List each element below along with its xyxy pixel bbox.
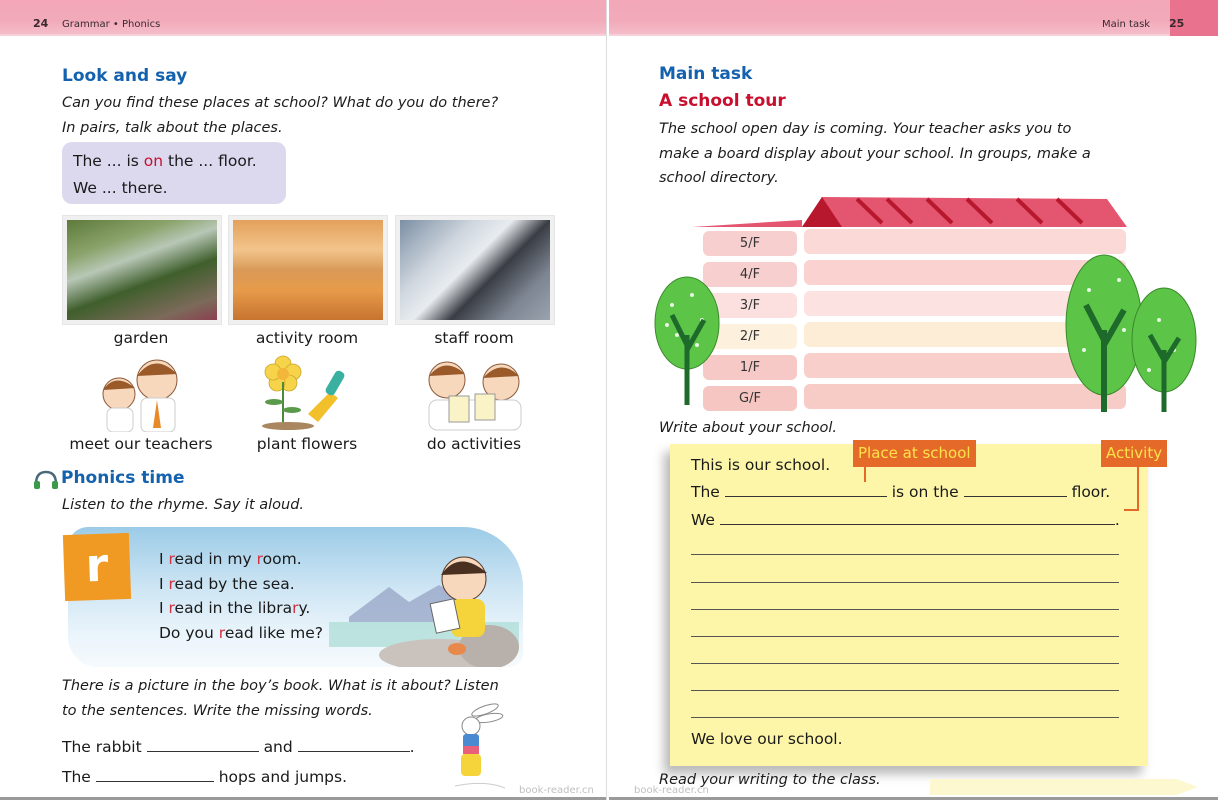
listen-instruction-1: There is a picture in the boy’s book. What is it about? Listen xyxy=(62,678,499,694)
listen-instruction-2: to the sentences. Write the missing words. xyxy=(62,703,373,719)
note-line-3: We . xyxy=(691,511,1120,529)
note-line-1: This is our school. xyxy=(691,456,831,474)
writing-line[interactable] xyxy=(691,636,1119,637)
blank-input[interactable] xyxy=(298,738,410,752)
writing-note xyxy=(670,444,1148,766)
writing-line[interactable] xyxy=(691,663,1119,664)
page-number: 25 xyxy=(1169,17,1185,30)
watermark: book-reader.cn xyxy=(519,785,594,796)
floor-label-5f: 5/F xyxy=(703,231,797,256)
activity-caption: plant flowers xyxy=(256,435,358,453)
read-instruction: Read your writing to the class. xyxy=(659,772,881,788)
page-header-right xyxy=(609,0,1218,36)
school-directory-building xyxy=(652,195,1197,415)
place-blank-input[interactable] xyxy=(725,483,887,497)
writing-line[interactable] xyxy=(691,690,1119,691)
speech-line-2: We ... there. xyxy=(73,179,168,197)
floor-label-4f: 4/F xyxy=(703,262,797,287)
page-header-left xyxy=(0,0,606,36)
blank-input[interactable] xyxy=(96,768,214,782)
footer-tip-strip xyxy=(930,779,1198,795)
floor-label-gf: G/F xyxy=(703,386,797,411)
activity-room-photo xyxy=(228,215,388,325)
place-caption: garden xyxy=(113,329,169,347)
main-task-heading: Main task xyxy=(659,64,753,84)
look-and-say-heading: Look and say xyxy=(62,66,188,86)
place-at-school-tag: Place at school xyxy=(853,440,976,467)
floor-blank-input[interactable] xyxy=(964,483,1067,497)
look-and-say-instruction-2: In pairs, talk about the places. xyxy=(62,120,283,136)
place-caption: staff room xyxy=(434,329,514,347)
look-and-say-instruction-1: Can you find these places at school? What do you do there? xyxy=(62,95,499,111)
activity-caption: meet our teachers xyxy=(69,435,213,453)
section-title: Grammar • Phonics xyxy=(62,19,161,30)
note-line-2: The is on the floor. xyxy=(691,483,1111,501)
floor-label-1f: 1/F xyxy=(703,355,797,380)
left-page xyxy=(0,0,607,800)
tag-pointer xyxy=(1124,509,1139,511)
place-caption: activity room xyxy=(255,329,359,347)
phonics-instruction: Listen to the rhyme. Say it aloud. xyxy=(62,497,305,513)
fill-sentence-1: The rabbit and . xyxy=(62,738,415,756)
rhyme-line: Do you read like me? xyxy=(159,623,323,642)
phonics-letter-tile: r xyxy=(63,533,131,601)
writing-line[interactable] xyxy=(691,554,1119,555)
teachers-cartoon xyxy=(85,352,195,432)
task-instruction-3: school directory. xyxy=(659,170,779,186)
trees-right xyxy=(1064,250,1199,415)
speech-line-1 xyxy=(73,148,275,175)
rhyme-line: I read by the sea. xyxy=(159,574,295,593)
activity-caption: do activities xyxy=(426,435,522,453)
tag-pointer xyxy=(1137,467,1139,511)
phonics-time-heading: Phonics time xyxy=(61,468,185,488)
rhyme-text xyxy=(159,547,323,645)
school-tour-subheading: A school tour xyxy=(659,91,786,111)
writing-line[interactable] xyxy=(691,582,1119,583)
writing-line[interactable] xyxy=(691,717,1119,718)
tag-pointer xyxy=(864,467,866,482)
page-number: 24 xyxy=(33,17,49,30)
headphones-icon[interactable] xyxy=(33,470,59,490)
writing-line[interactable] xyxy=(691,609,1119,610)
staff-room-photo xyxy=(395,215,555,325)
activity-tag: Activity xyxy=(1101,440,1167,467)
watermark: book-reader.cn xyxy=(634,785,709,796)
blank-input[interactable] xyxy=(147,738,259,752)
speech-highlight: on xyxy=(143,152,164,170)
task-instruction-2: make a board display about your school. In groups, make a xyxy=(659,146,1091,162)
speech-text: the ... floor. xyxy=(163,152,257,170)
floor-label-2f: 2/F xyxy=(703,324,797,349)
section-title: Main task xyxy=(1102,19,1151,30)
fill-sentence-2: The hops and jumps. xyxy=(62,768,348,786)
note-closing: We love our school. xyxy=(691,730,843,748)
activity-blank-input[interactable] xyxy=(720,511,1115,525)
boy-reading-illustration xyxy=(329,547,519,667)
rhyme-line: I read in my room. xyxy=(159,550,302,568)
flower-cartoon xyxy=(258,352,358,432)
floor-label-3f: 3/F xyxy=(703,293,797,318)
rabbit-illustration xyxy=(445,702,515,792)
task-instruction-1: The school open day is coming. Your teacher asks you to xyxy=(659,121,1072,137)
garden-photo xyxy=(62,215,222,325)
children-cartoon xyxy=(415,352,535,432)
write-instruction: Write about your school. xyxy=(659,420,838,436)
speech-text: The ... is xyxy=(73,152,144,170)
tree-left xyxy=(652,275,722,410)
speech-box xyxy=(62,142,286,204)
rhyme-line: I read in the library. xyxy=(159,599,311,617)
